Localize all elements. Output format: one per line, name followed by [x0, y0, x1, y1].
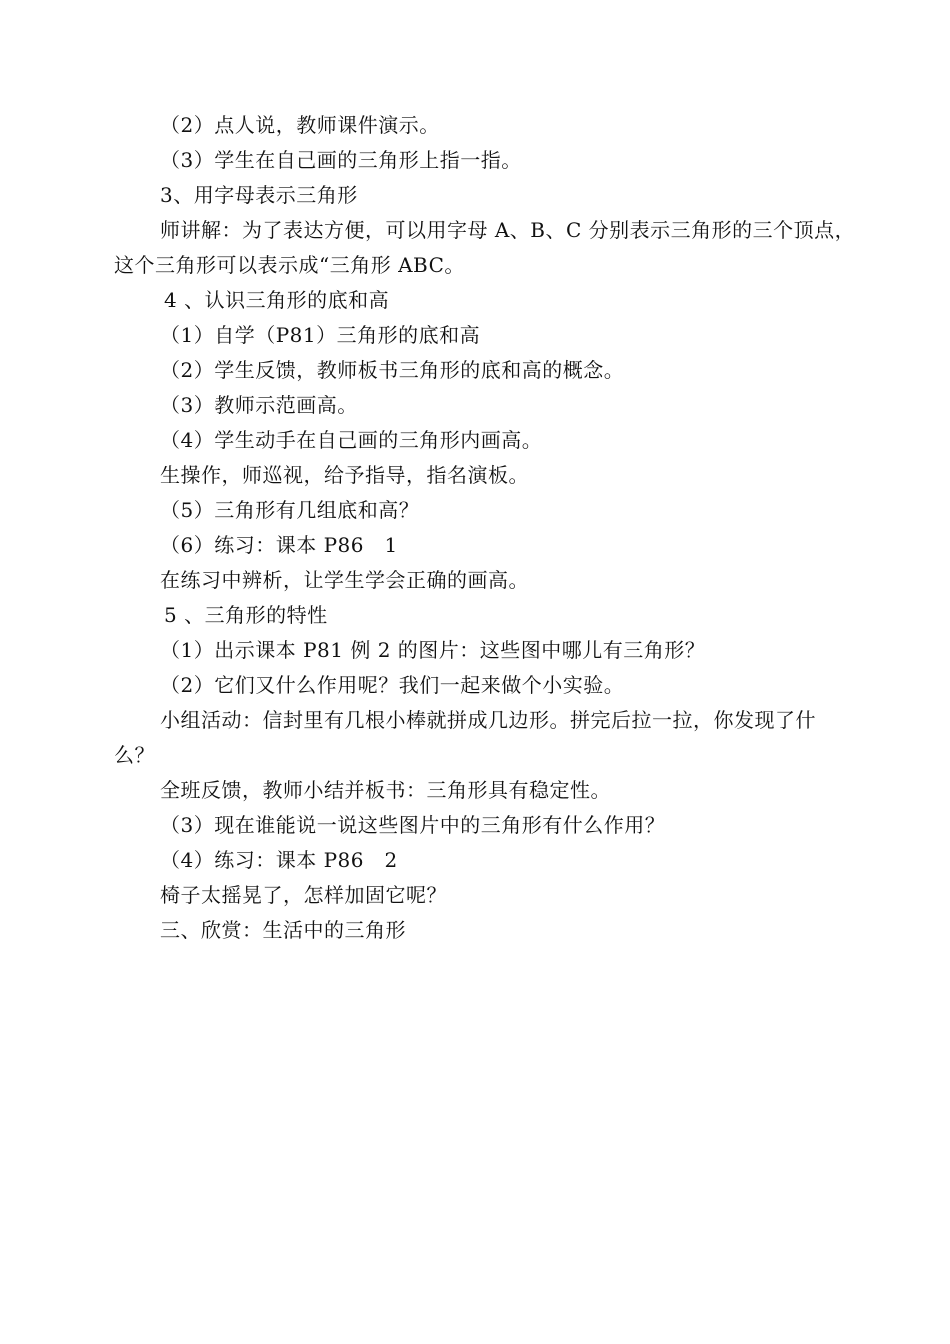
text-line: （4）练习：课本 P86 2 [160, 848, 398, 872]
section-heading: 4 、认识三角形的底和高 [164, 288, 390, 312]
text-line: （3）学生在自己画的三角形上指一指。 [160, 148, 522, 172]
text-line: 全班反馈，教师小结并板书：三角形具有稳定性。 [160, 778, 611, 802]
text-line: 小组活动：信封里有几根小棒就拼成几边形。拼完后拉一拉，你发现了什 [160, 708, 816, 732]
section-heading: 三、欣赏：生活中的三角形 [160, 918, 406, 942]
text-line: （5）三角形有几组底和高？ [160, 498, 420, 522]
text-line: 么？ [114, 743, 155, 767]
section-heading: 3、用字母表示三角形 [160, 183, 358, 207]
text-line: （1）出示课本 P81 例 2 的图片：这些图中哪儿有三角形？ [160, 638, 706, 662]
text-line: （2）它们又什么作用呢？我们一起来做个小实验。 [160, 673, 625, 697]
text-line: 这个三角形可以表示成“三角形 ABC。 [114, 253, 465, 277]
text-line: （4）学生动手在自己画的三角形内画高。 [160, 428, 543, 452]
text-line: （3）现在谁能说一说这些图片中的三角形有什么作用？ [160, 813, 666, 837]
text-line: （1）自学（P81）三角形的底和高 [160, 323, 481, 347]
text-line: 生操作，师巡视，给予指导，指名演板。 [160, 463, 529, 487]
text-line: （2）学生反馈，教师板书三角形的底和高的概念。 [160, 358, 625, 382]
text-line: 椅子太摇晃了，怎样加固它呢？ [160, 883, 447, 907]
text-line: （3）教师示范画高。 [160, 393, 358, 417]
text-line: （6）练习：课本 P86 1 [160, 533, 398, 557]
text-line: 在练习中辨析，让学生学会正确的画高。 [160, 568, 529, 592]
text-line: （2）点人说，教师课件演示。 [160, 113, 440, 137]
section-heading: 5 、三角形的特性 [164, 603, 328, 627]
text-line: 师讲解：为了表达方便，可以用字母 A、B、C 分别表示三角形的三个顶点， [160, 218, 856, 242]
